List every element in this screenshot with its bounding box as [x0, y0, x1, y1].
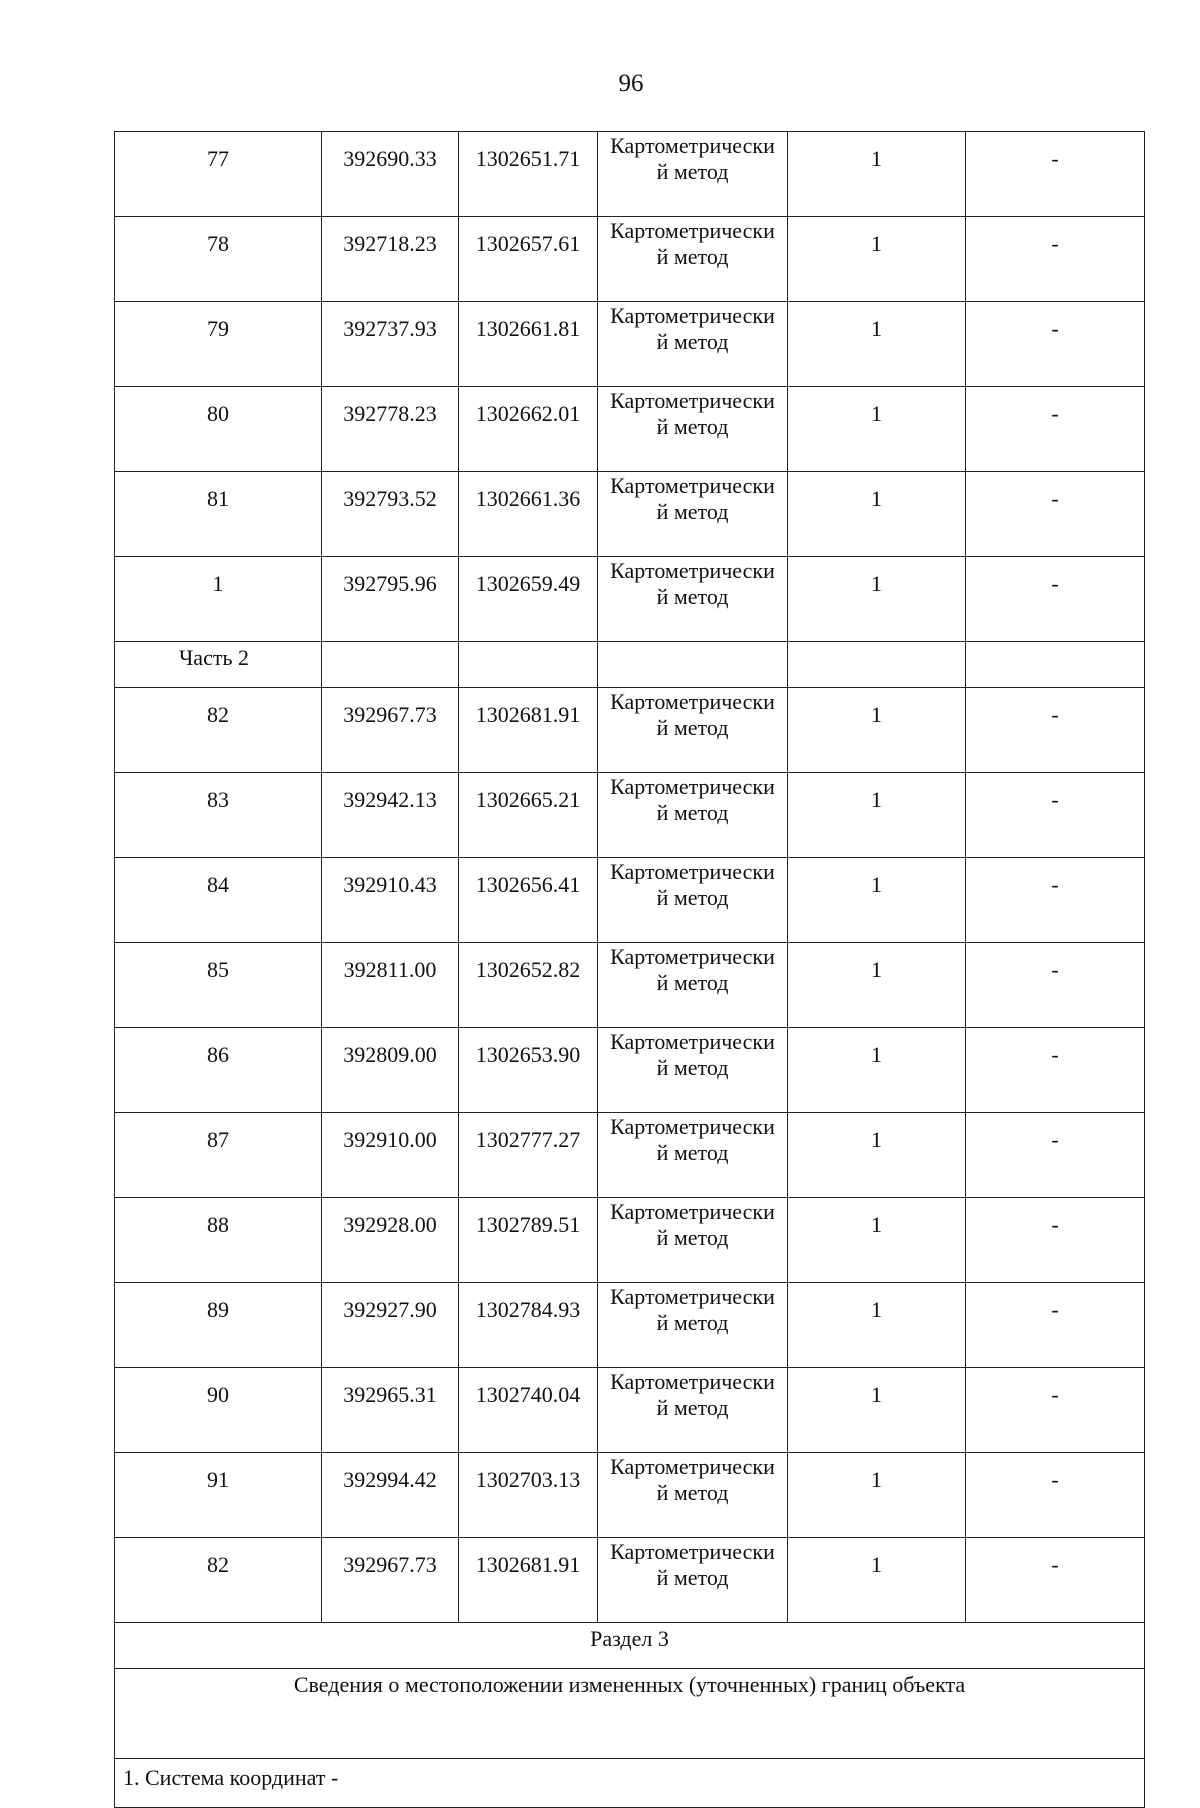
note-cell: - — [966, 773, 1145, 858]
coordinate-y-cell: 1302703.13 — [459, 1453, 598, 1538]
table-row — [115, 557, 1145, 642]
note-cell: - — [966, 1283, 1145, 1368]
table-row — [115, 1113, 1145, 1198]
coordinate-y-cell: 1302661.36 — [459, 472, 598, 557]
table-row — [115, 1283, 1145, 1368]
method-cell — [598, 557, 788, 642]
method-line-1: Картометрически — [610, 944, 775, 969]
method-line-2: й метод — [656, 1395, 729, 1420]
note-cell: - — [966, 217, 1145, 302]
coordinate-y-cell: 1302681.91 — [459, 1538, 598, 1623]
coordinate-x-cell: 392718.23 — [322, 217, 459, 302]
method-line-2: й метод — [656, 885, 729, 910]
coordinate-y-cell: 1302661.81 — [459, 302, 598, 387]
accuracy-cell: 1 — [788, 1283, 966, 1368]
method-line-1: Картометрически — [610, 1539, 775, 1564]
empty-cell — [322, 642, 459, 688]
note-cell: - — [966, 1028, 1145, 1113]
coordinate-y-cell: 1302656.41 — [459, 858, 598, 943]
coordinate-x-cell: 392967.73 — [322, 1538, 459, 1623]
coordinate-y-cell: 1302665.21 — [459, 773, 598, 858]
coordinate-y-cell: 1302662.01 — [459, 387, 598, 472]
accuracy-cell: 1 — [788, 943, 966, 1028]
note-cell: - — [966, 387, 1145, 472]
point-number-cell: 91 — [115, 1453, 322, 1538]
coordinate-x-cell: 392793.52 — [322, 472, 459, 557]
section-info: Сведения о местоположении измененных (уточненных) границ объекта — [115, 1669, 1145, 1759]
accuracy-cell: 1 — [788, 217, 966, 302]
coordinate-y-cell: 1302651.71 — [459, 132, 598, 217]
method-line-1: Картометрически — [610, 218, 775, 243]
note-cell: - — [966, 1538, 1145, 1623]
point-number-cell: 80 — [115, 387, 322, 472]
method-line-1: Картометрически — [610, 689, 775, 714]
table-row — [115, 472, 1145, 557]
accuracy-cell: 1 — [788, 1368, 966, 1453]
coord-system: 1. Система координат - — [115, 1759, 1145, 1808]
method-line-2: й метод — [656, 800, 729, 825]
note-cell: - — [966, 472, 1145, 557]
table-row — [115, 1198, 1145, 1283]
coordinate-x-cell: 392910.43 — [322, 858, 459, 943]
coordinate-y-cell: 1302789.51 — [459, 1198, 598, 1283]
method-line-2: й метод — [656, 584, 729, 609]
coordinate-x-cell: 392994.42 — [322, 1453, 459, 1538]
point-number-cell: 85 — [115, 943, 322, 1028]
coordinate-y-cell: 1302653.90 — [459, 1028, 598, 1113]
point-number-cell: 82 — [115, 688, 322, 773]
part-row — [115, 642, 1145, 688]
method-line-1: Картометрически — [610, 1284, 775, 1309]
accuracy-cell: 1 — [788, 1538, 966, 1623]
point-number-cell: 77 — [115, 132, 322, 217]
method-cell — [598, 943, 788, 1028]
method-line-1: Картометрически — [610, 473, 775, 498]
method-line-1: Картометрически — [610, 1454, 775, 1479]
method-line-1: Картометрически — [610, 859, 775, 884]
note-cell: - — [966, 302, 1145, 387]
note-cell: - — [966, 1113, 1145, 1198]
method-line-2: й метод — [656, 1565, 729, 1590]
method-line-2: й метод — [656, 244, 729, 269]
coordinate-x-cell: 392927.90 — [322, 1283, 459, 1368]
method-line-1: Картометрически — [610, 558, 775, 583]
table-row — [115, 858, 1145, 943]
point-number-cell: 1 — [115, 557, 322, 642]
accuracy-cell: 1 — [788, 1453, 966, 1538]
point-number-cell: 81 — [115, 472, 322, 557]
coordinate-x-cell: 392965.31 — [322, 1368, 459, 1453]
accuracy-cell: 1 — [788, 858, 966, 943]
method-line-2: й метод — [656, 329, 729, 354]
empty-cell — [788, 642, 966, 688]
note-cell: - — [966, 943, 1145, 1028]
point-number-cell: 86 — [115, 1028, 322, 1113]
method-line-2: й метод — [656, 414, 729, 439]
page-number: 96 — [618, 70, 644, 97]
accuracy-cell: 1 — [788, 688, 966, 773]
point-number-cell: 79 — [115, 302, 322, 387]
point-number-cell: 89 — [115, 1283, 322, 1368]
point-number-cell: 83 — [115, 773, 322, 858]
method-cell — [598, 472, 788, 557]
method-line-1: Картометрически — [610, 1114, 775, 1139]
coordinate-y-cell: 1302681.91 — [459, 688, 598, 773]
empty-cell — [459, 642, 598, 688]
coordinate-x-cell: 392811.00 — [322, 943, 459, 1028]
section-info-row — [115, 1669, 1145, 1759]
note-cell: - — [966, 1198, 1145, 1283]
empty-cell — [966, 642, 1145, 688]
method-line-2: й метод — [656, 159, 729, 184]
note-cell: - — [966, 132, 1145, 217]
method-cell — [598, 1283, 788, 1368]
table-row — [115, 688, 1145, 773]
accuracy-cell: 1 — [788, 1028, 966, 1113]
table-row — [115, 132, 1145, 217]
empty-cell — [598, 642, 788, 688]
coordinate-y-cell: 1302784.93 — [459, 1283, 598, 1368]
point-number-cell: 82 — [115, 1538, 322, 1623]
note-cell: - — [966, 1368, 1145, 1453]
table-row — [115, 1028, 1145, 1113]
accuracy-cell: 1 — [788, 472, 966, 557]
accuracy-cell: 1 — [788, 387, 966, 472]
method-cell — [598, 132, 788, 217]
accuracy-cell: 1 — [788, 132, 966, 217]
point-number-cell: 90 — [115, 1368, 322, 1453]
point-number-cell: 88 — [115, 1198, 322, 1283]
coordinate-y-cell: 1302740.04 — [459, 1368, 598, 1453]
coordinates-table — [114, 131, 1145, 1808]
method-cell — [598, 858, 788, 943]
method-cell — [598, 688, 788, 773]
method-line-1: Картометрически — [610, 388, 775, 413]
accuracy-cell: 1 — [788, 302, 966, 387]
coordinate-y-cell: 1302777.27 — [459, 1113, 598, 1198]
method-line-1: Картометрически — [610, 133, 775, 158]
point-number-cell: 78 — [115, 217, 322, 302]
method-line-2: й метод — [656, 1480, 729, 1505]
coordinate-y-cell: 1302657.61 — [459, 217, 598, 302]
method-line-1: Картометрически — [610, 774, 775, 799]
method-line-2: й метод — [656, 1140, 729, 1165]
method-cell — [598, 387, 788, 472]
method-cell — [598, 1538, 788, 1623]
note-cell: - — [966, 858, 1145, 943]
coordinate-y-cell: 1302652.82 — [459, 943, 598, 1028]
method-line-1: Картометрически — [610, 1199, 775, 1224]
section-title: Раздел 3 — [115, 1623, 1145, 1669]
section-row — [115, 1623, 1145, 1669]
method-cell — [598, 773, 788, 858]
coord-system-row — [115, 1759, 1145, 1808]
coordinate-x-cell: 392967.73 — [322, 688, 459, 773]
method-cell — [598, 1113, 788, 1198]
method-cell — [598, 1368, 788, 1453]
method-line-2: й метод — [656, 970, 729, 995]
coordinate-y-cell: 1302659.49 — [459, 557, 598, 642]
coordinate-x-cell: 392942.13 — [322, 773, 459, 858]
method-cell — [598, 1028, 788, 1113]
method-cell — [598, 1198, 788, 1283]
method-line-2: й метод — [656, 1310, 729, 1335]
accuracy-cell: 1 — [788, 1113, 966, 1198]
table-row — [115, 387, 1145, 472]
accuracy-cell: 1 — [788, 557, 966, 642]
point-number-cell: 87 — [115, 1113, 322, 1198]
method-line-2: й метод — [656, 715, 729, 740]
coordinate-x-cell: 392928.00 — [322, 1198, 459, 1283]
method-line-2: й метод — [656, 1225, 729, 1250]
note-cell: - — [966, 688, 1145, 773]
coordinate-x-cell: 392910.00 — [322, 1113, 459, 1198]
method-line-1: Картометрически — [610, 303, 775, 328]
accuracy-cell: 1 — [788, 773, 966, 858]
method-cell — [598, 217, 788, 302]
table-row — [115, 773, 1145, 858]
method-line-2: й метод — [656, 1055, 729, 1080]
table-row — [115, 1368, 1145, 1453]
coordinate-x-cell: 392737.93 — [322, 302, 459, 387]
table-row — [115, 302, 1145, 387]
coordinate-x-cell: 392809.00 — [322, 1028, 459, 1113]
table-row — [115, 1453, 1145, 1538]
accuracy-cell: 1 — [788, 1198, 966, 1283]
coordinate-x-cell: 392690.33 — [322, 132, 459, 217]
coordinate-x-cell: 392795.96 — [322, 557, 459, 642]
method-line-1: Картометрически — [610, 1029, 775, 1054]
table-row — [115, 943, 1145, 1028]
table-row — [115, 1538, 1145, 1623]
part-label: Часть 2 — [115, 642, 322, 688]
method-line-1: Картометрически — [610, 1369, 775, 1394]
method-cell — [598, 1453, 788, 1538]
method-cell — [598, 302, 788, 387]
note-cell: - — [966, 1453, 1145, 1538]
method-line-2: й метод — [656, 499, 729, 524]
point-number-cell: 84 — [115, 858, 322, 943]
coordinate-x-cell: 392778.23 — [322, 387, 459, 472]
table-row — [115, 217, 1145, 302]
note-cell: - — [966, 557, 1145, 642]
